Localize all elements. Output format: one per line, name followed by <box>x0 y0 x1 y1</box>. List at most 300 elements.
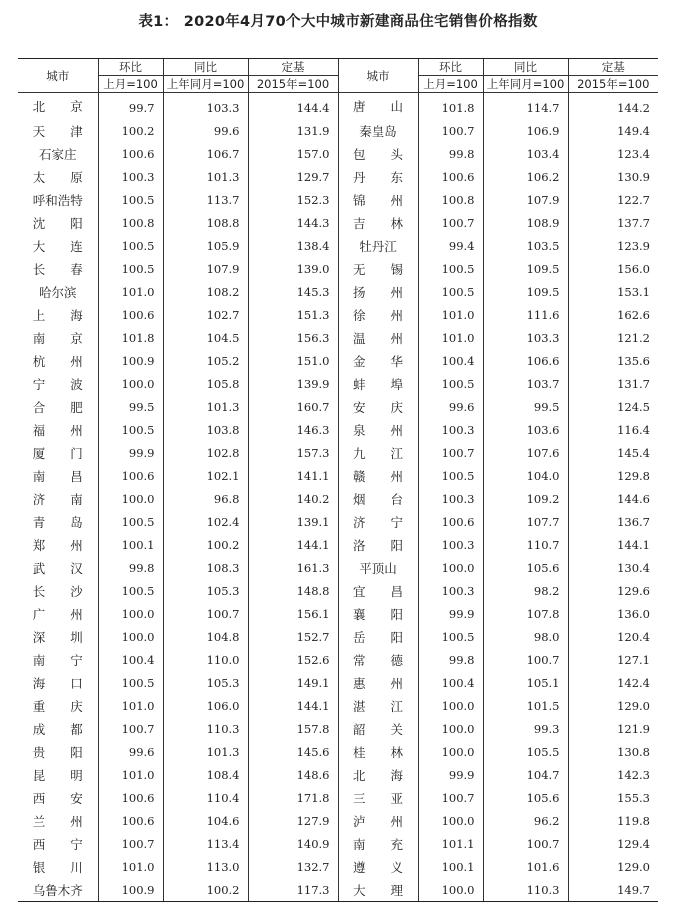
cell-fixed-left: 131.9 <box>248 119 338 142</box>
cell-fixed-left: 144.1 <box>248 694 338 717</box>
cell-fixed-right: 121.2 <box>568 326 658 349</box>
cell-fixed-left: 140.9 <box>248 832 338 855</box>
cell-mom-right: 100.6 <box>418 165 483 188</box>
cell-city-right: 秦皇岛 <box>338 119 418 142</box>
cell-fixed-left: 156.1 <box>248 602 338 625</box>
table-row <box>18 809 658 832</box>
cell-yoy-left: 96.8 <box>163 487 248 510</box>
table-row <box>18 142 658 165</box>
cell-fixed-right: 129.0 <box>568 855 658 878</box>
cell-mom-right: 100.4 <box>418 349 483 372</box>
table-row <box>18 441 658 464</box>
cell-yoy-right: 108.9 <box>483 211 568 234</box>
cell-mom-left: 100.5 <box>98 671 163 694</box>
cell-yoy-left: 113.0 <box>163 855 248 878</box>
cell-fixed-right: 145.4 <box>568 441 658 464</box>
cell-fixed-right: 129.6 <box>568 579 658 602</box>
cell-mom-right: 101.0 <box>418 303 483 326</box>
cell-yoy-right: 98.2 <box>483 579 568 602</box>
cell-yoy-left: 105.3 <box>163 579 248 602</box>
cell-yoy-left: 99.6 <box>163 119 248 142</box>
cell-city-right: 北 海 <box>338 763 418 786</box>
cell-yoy-left: 108.8 <box>163 211 248 234</box>
cell-city-left: 哈尔滨 <box>38 284 77 300</box>
cell-mom-right: 100.0 <box>418 878 483 902</box>
cell-city-left: 青 岛 <box>32 514 83 530</box>
cell-city-left: 长 春 <box>32 261 83 277</box>
cell-mom-left: 99.7 <box>98 93 163 120</box>
cell-city-right: 泸 州 <box>338 809 418 832</box>
cell-fixed-left: 148.6 <box>248 763 338 786</box>
cell-city-right: 韶 关 <box>338 717 418 740</box>
cell-mom-left: 100.6 <box>98 142 163 165</box>
cell-city-right: 温 州 <box>338 326 418 349</box>
cell-yoy-right: 103.7 <box>483 372 568 395</box>
cell-yoy-left: 100.2 <box>163 533 248 556</box>
cell-city-left: 北 京 <box>32 99 83 114</box>
cell-yoy-right: 111.6 <box>483 303 568 326</box>
cell-yoy-left: 110.0 <box>163 648 248 671</box>
cell-fixed-left: 157.3 <box>248 441 338 464</box>
cell-fixed-right: 129.8 <box>568 464 658 487</box>
cell-yoy-left: 106.7 <box>163 142 248 165</box>
cell-mom-left: 99.5 <box>98 395 163 418</box>
cell-yoy-left: 113.7 <box>163 188 248 211</box>
cell-mom-left: 100.2 <box>98 119 163 142</box>
cell-fixed-left: 140.2 <box>248 487 338 510</box>
cell-yoy-right: 106.6 <box>483 349 568 372</box>
cell-city-right: 平顶山 <box>338 556 418 579</box>
cell-city-right: 济 宁 <box>338 510 418 533</box>
cell-yoy-right: 110.7 <box>483 533 568 556</box>
cell-yoy-right: 109.5 <box>483 257 568 280</box>
cell-fixed-left: 132.7 <box>248 855 338 878</box>
header-city-right: 城市 <box>338 59 418 93</box>
table-row <box>18 211 658 234</box>
cell-city-right: 丹 东 <box>338 165 418 188</box>
cell-city-left: 西 安 <box>32 790 83 806</box>
cell-mom-left: 100.9 <box>98 349 163 372</box>
cell-yoy-right: 104.0 <box>483 464 568 487</box>
cell-fixed-left: 156.3 <box>248 326 338 349</box>
cell-fixed-left: 160.7 <box>248 395 338 418</box>
cell-mom-right: 100.5 <box>418 372 483 395</box>
cell-fixed-right: 135.6 <box>568 349 658 372</box>
header-mom-base-left: 上月=100 <box>98 76 163 93</box>
cell-city-left: 深 圳 <box>32 629 83 645</box>
cell-fixed-left: 139.9 <box>248 372 338 395</box>
cell-city-left: 厦 门 <box>32 445 83 461</box>
cell-yoy-right: 99.5 <box>483 395 568 418</box>
table-row <box>18 533 658 556</box>
cell-city-left: 沈 阳 <box>32 215 83 231</box>
cell-mom-right: 100.5 <box>418 625 483 648</box>
cell-fixed-right: 144.6 <box>568 487 658 510</box>
cell-mom-right: 100.3 <box>418 487 483 510</box>
cell-mom-right: 99.4 <box>418 234 483 257</box>
cell-city-right: 岳 阳 <box>338 625 418 648</box>
cell-city-left: 南 昌 <box>32 468 83 484</box>
cell-city-right: 惠 州 <box>338 671 418 694</box>
cell-mom-right: 100.4 <box>418 671 483 694</box>
cell-yoy-right: 98.0 <box>483 625 568 648</box>
cell-fixed-right: 131.7 <box>568 372 658 395</box>
cell-fixed-right: 155.3 <box>568 786 658 809</box>
cell-yoy-right: 100.7 <box>483 648 568 671</box>
cell-yoy-left: 105.3 <box>163 671 248 694</box>
price-index-table <box>18 58 658 902</box>
cell-fixed-right: 156.0 <box>568 257 658 280</box>
table-row <box>18 556 658 579</box>
cell-mom-right: 100.0 <box>418 717 483 740</box>
cell-city-right: 大 理 <box>338 878 418 902</box>
table-row <box>18 395 658 418</box>
cell-fixed-left: 152.6 <box>248 648 338 671</box>
cell-mom-left: 100.5 <box>98 234 163 257</box>
cell-fixed-left: 141.1 <box>248 464 338 487</box>
cell-mom-right: 101.0 <box>418 326 483 349</box>
cell-mom-left: 100.5 <box>98 510 163 533</box>
cell-city-left: 杭 州 <box>32 353 83 369</box>
cell-city-right: 吉 林 <box>338 211 418 234</box>
cell-fixed-left: 157.8 <box>248 717 338 740</box>
cell-fixed-left: 129.7 <box>248 165 338 188</box>
cell-mom-right: 100.5 <box>418 280 483 303</box>
cell-fixed-right: 130.8 <box>568 740 658 763</box>
cell-city-left: 天 津 <box>32 123 83 139</box>
cell-city-right: 襄 阳 <box>338 602 418 625</box>
table-row <box>18 234 658 257</box>
cell-city-left: 西 宁 <box>32 836 83 852</box>
cell-yoy-left: 102.4 <box>163 510 248 533</box>
cell-city-left: 呼和浩特 <box>32 192 83 208</box>
cell-mom-right: 100.1 <box>418 855 483 878</box>
cell-yoy-left: 101.3 <box>163 165 248 188</box>
cell-mom-left: 100.0 <box>98 602 163 625</box>
header-yoy-base-right: 上年同月=100 <box>483 76 568 93</box>
header-yoy-base-left: 上年同月=100 <box>163 76 248 93</box>
cell-mom-right: 100.8 <box>418 188 483 211</box>
cell-mom-right: 100.5 <box>418 257 483 280</box>
cell-fixed-right: 116.4 <box>568 418 658 441</box>
cell-fixed-right: 142.3 <box>568 763 658 786</box>
cell-city-left: 福 州 <box>32 422 83 438</box>
cell-mom-right: 100.7 <box>418 786 483 809</box>
table-row <box>18 625 658 648</box>
cell-mom-right: 99.9 <box>418 602 483 625</box>
cell-city-right: 泉 州 <box>338 418 418 441</box>
cell-city-right: 金 华 <box>338 349 418 372</box>
cell-fixed-left: 117.3 <box>248 878 338 902</box>
cell-yoy-left: 103.3 <box>163 93 248 120</box>
table-row <box>18 740 658 763</box>
cell-yoy-right: 109.5 <box>483 280 568 303</box>
cell-city-left: 乌鲁木齐 <box>18 878 98 902</box>
cell-mom-right: 100.7 <box>418 441 483 464</box>
header-mom-right: 环比 <box>418 59 483 76</box>
cell-city-left: 银 川 <box>32 859 83 875</box>
cell-mom-left: 99.8 <box>98 556 163 579</box>
cell-fixed-left: 161.3 <box>248 556 338 579</box>
cell-mom-right: 100.6 <box>418 510 483 533</box>
table-row <box>18 303 658 326</box>
cell-fixed-right: 123.9 <box>568 234 658 257</box>
table-row <box>18 763 658 786</box>
cell-city-left: 南 宁 <box>32 652 83 668</box>
cell-mom-left: 100.0 <box>98 372 163 395</box>
cell-yoy-right: 106.2 <box>483 165 568 188</box>
table-row <box>18 832 658 855</box>
cell-mom-left: 100.5 <box>98 188 163 211</box>
cell-fixed-left: 138.4 <box>248 234 338 257</box>
cell-city-left: 武 汉 <box>32 560 83 576</box>
cell-yoy-left: 102.1 <box>163 464 248 487</box>
cell-fixed-right: 123.4 <box>568 142 658 165</box>
table-row <box>18 93 658 120</box>
cell-fixed-left: 146.3 <box>248 418 338 441</box>
table-row <box>18 878 658 902</box>
cell-mom-left: 100.0 <box>98 487 163 510</box>
table-row <box>18 326 658 349</box>
cell-yoy-right: 109.2 <box>483 487 568 510</box>
cell-yoy-right: 107.6 <box>483 441 568 464</box>
cell-city-left: 兰 州 <box>32 813 83 829</box>
cell-mom-right: 100.3 <box>418 579 483 602</box>
cell-mom-left: 100.6 <box>98 809 163 832</box>
cell-yoy-left: 108.4 <box>163 763 248 786</box>
cell-yoy-left: 108.2 <box>163 280 248 303</box>
header-fixed-base-left: 2015年=100 <box>248 76 338 93</box>
header-fixed-right: 定基 <box>568 59 658 76</box>
cell-city-left: 重 庆 <box>32 698 83 714</box>
cell-fixed-right: 137.7 <box>568 211 658 234</box>
table-row <box>18 280 658 303</box>
cell-city-right: 赣 州 <box>338 464 418 487</box>
header-mom-base-right: 上月=100 <box>418 76 483 93</box>
cell-yoy-left: 110.3 <box>163 717 248 740</box>
cell-mom-right: 100.7 <box>418 119 483 142</box>
cell-mom-left: 100.6 <box>98 303 163 326</box>
table-row <box>18 602 658 625</box>
cell-city-right: 蚌 埠 <box>338 372 418 395</box>
cell-city-right: 烟 台 <box>338 487 418 510</box>
cell-fixed-right: 144.1 <box>568 533 658 556</box>
cell-fixed-left: 139.1 <box>248 510 338 533</box>
cell-mom-left: 100.7 <box>98 832 163 855</box>
cell-yoy-left: 105.9 <box>163 234 248 257</box>
cell-mom-right: 99.8 <box>418 142 483 165</box>
cell-yoy-left: 106.0 <box>163 694 248 717</box>
cell-fixed-right: 130.4 <box>568 556 658 579</box>
cell-fixed-left: 171.8 <box>248 786 338 809</box>
header-row-top <box>18 59 658 76</box>
cell-mom-left: 99.9 <box>98 441 163 464</box>
cell-yoy-right: 99.3 <box>483 717 568 740</box>
table-row <box>18 717 658 740</box>
header-fixed-left: 定基 <box>248 59 338 76</box>
cell-mom-right: 100.3 <box>418 418 483 441</box>
cell-city-left: 昆 明 <box>32 767 83 783</box>
cell-fixed-right: 136.7 <box>568 510 658 533</box>
table-row <box>18 165 658 188</box>
cell-mom-right: 101.1 <box>418 832 483 855</box>
cell-mom-left: 100.6 <box>98 464 163 487</box>
cell-yoy-left: 110.4 <box>163 786 248 809</box>
cell-city-left: 成 都 <box>32 721 83 737</box>
cell-fixed-left: 149.1 <box>248 671 338 694</box>
cell-mom-right: 99.6 <box>418 395 483 418</box>
cell-mom-left: 101.0 <box>98 694 163 717</box>
table-row <box>18 648 658 671</box>
cell-mom-left: 100.0 <box>98 625 163 648</box>
cell-mom-right: 100.0 <box>418 809 483 832</box>
cell-city-right: 九 江 <box>338 441 418 464</box>
cell-mom-right: 100.0 <box>418 740 483 763</box>
table-row <box>18 786 658 809</box>
cell-yoy-right: 100.7 <box>483 832 568 855</box>
cell-yoy-right: 107.8 <box>483 602 568 625</box>
cell-mom-left: 101.0 <box>98 280 163 303</box>
cell-fixed-left: 144.3 <box>248 211 338 234</box>
cell-city-right: 宜 昌 <box>338 579 418 602</box>
cell-fixed-left: 144.4 <box>248 93 338 120</box>
cell-city-left: 石家庄 <box>38 146 77 162</box>
table-row <box>18 671 658 694</box>
cell-yoy-left: 101.3 <box>163 740 248 763</box>
cell-city-left: 南 京 <box>32 330 83 346</box>
cell-yoy-right: 103.6 <box>483 418 568 441</box>
cell-yoy-left: 104.5 <box>163 326 248 349</box>
cell-yoy-right: 110.3 <box>483 878 568 902</box>
cell-city-right: 徐 州 <box>338 303 418 326</box>
table-title: 表1： 2020年4月70个大中城市新建商品住宅销售价格指数 <box>138 14 538 30</box>
cell-mom-left: 100.9 <box>98 878 163 902</box>
cell-yoy-left: 104.8 <box>163 625 248 648</box>
cell-yoy-left: 102.7 <box>163 303 248 326</box>
cell-city-right: 包 头 <box>338 142 418 165</box>
cell-city-right: 无 锡 <box>338 257 418 280</box>
cell-yoy-right: 103.4 <box>483 142 568 165</box>
cell-city-right: 扬 州 <box>338 280 418 303</box>
cell-yoy-right: 107.9 <box>483 188 568 211</box>
cell-mom-left: 100.5 <box>98 257 163 280</box>
cell-mom-left: 100.6 <box>98 786 163 809</box>
cell-city-right: 湛 江 <box>338 694 418 717</box>
cell-city-right: 桂 林 <box>338 740 418 763</box>
cell-fixed-right: 129.4 <box>568 832 658 855</box>
cell-city-left: 长 沙 <box>32 583 83 599</box>
cell-mom-right: 100.7 <box>418 211 483 234</box>
cell-fixed-right: 149.7 <box>568 878 658 902</box>
cell-mom-left: 99.6 <box>98 740 163 763</box>
cell-fixed-left: 151.0 <box>248 349 338 372</box>
cell-yoy-right: 105.5 <box>483 740 568 763</box>
cell-yoy-left: 101.3 <box>163 395 248 418</box>
table-row <box>18 579 658 602</box>
cell-fixed-left: 157.0 <box>248 142 338 165</box>
cell-fixed-right: 136.0 <box>568 602 658 625</box>
cell-city-right: 常 德 <box>338 648 418 671</box>
cell-yoy-right: 96.2 <box>483 809 568 832</box>
cell-city-right: 牡丹江 <box>338 234 418 257</box>
cell-yoy-left: 108.3 <box>163 556 248 579</box>
cell-fixed-right: 162.6 <box>568 303 658 326</box>
cell-city-left: 大 连 <box>32 238 83 254</box>
cell-fixed-right: 142.4 <box>568 671 658 694</box>
cell-yoy-right: 103.3 <box>483 326 568 349</box>
cell-fixed-left: 152.7 <box>248 625 338 648</box>
cell-mom-left: 101.8 <box>98 326 163 349</box>
cell-mom-right: 101.8 <box>418 93 483 120</box>
header-mom-left: 环比 <box>98 59 163 76</box>
cell-city-left: 海 口 <box>32 675 83 691</box>
cell-fixed-right: 124.5 <box>568 395 658 418</box>
cell-city-left: 贵 阳 <box>32 744 83 760</box>
cell-city-right: 洛 阳 <box>338 533 418 556</box>
cell-fixed-right: 122.7 <box>568 188 658 211</box>
cell-mom-left: 100.7 <box>98 717 163 740</box>
cell-fixed-right: 144.2 <box>568 93 658 120</box>
cell-mom-left: 100.1 <box>98 533 163 556</box>
cell-city-left: 济 南 <box>32 491 83 507</box>
cell-fixed-left: 145.3 <box>248 280 338 303</box>
cell-fixed-left: 151.3 <box>248 303 338 326</box>
table-row <box>18 487 658 510</box>
cell-fixed-left: 152.3 <box>248 188 338 211</box>
table-body <box>18 93 658 902</box>
cell-mom-right: 100.0 <box>418 694 483 717</box>
cell-yoy-left: 104.6 <box>163 809 248 832</box>
header-yoy-right: 同比 <box>483 59 568 76</box>
cell-mom-left: 100.4 <box>98 648 163 671</box>
table-row <box>18 464 658 487</box>
cell-yoy-right: 103.5 <box>483 234 568 257</box>
cell-city-left: 合 肥 <box>32 399 83 415</box>
cell-mom-left: 100.5 <box>98 418 163 441</box>
cell-city-right: 锦 州 <box>338 188 418 211</box>
cell-mom-right: 100.3 <box>418 533 483 556</box>
header-city-left: 城市 <box>18 59 98 93</box>
cell-city-left: 宁 波 <box>32 376 83 392</box>
table-row <box>18 510 658 533</box>
cell-yoy-left: 107.9 <box>163 257 248 280</box>
cell-yoy-right: 104.7 <box>483 763 568 786</box>
table-row <box>18 257 658 280</box>
cell-city-left: 郑 州 <box>32 537 83 553</box>
header-fixed-base-right: 2015年=100 <box>568 76 658 93</box>
cell-yoy-right: 107.7 <box>483 510 568 533</box>
cell-fixed-left: 127.9 <box>248 809 338 832</box>
cell-city-right: 三 亚 <box>338 786 418 809</box>
cell-city-right: 南 充 <box>338 832 418 855</box>
cell-fixed-left: 139.0 <box>248 257 338 280</box>
cell-city-right: 安 庆 <box>338 395 418 418</box>
cell-yoy-right: 105.6 <box>483 786 568 809</box>
cell-yoy-left: 102.8 <box>163 441 248 464</box>
cell-mom-right: 99.9 <box>418 763 483 786</box>
cell-mom-left: 100.3 <box>98 165 163 188</box>
cell-yoy-right: 101.6 <box>483 855 568 878</box>
cell-fixed-right: 129.0 <box>568 694 658 717</box>
cell-city-left: 太 原 <box>32 169 83 185</box>
table-row <box>18 119 658 142</box>
cell-mom-left: 100.8 <box>98 211 163 234</box>
cell-city-left: 上 海 <box>32 307 83 323</box>
table-row <box>18 855 658 878</box>
cell-yoy-right: 105.6 <box>483 556 568 579</box>
cell-fixed-right: 153.1 <box>568 280 658 303</box>
header-yoy-left: 同比 <box>163 59 248 76</box>
